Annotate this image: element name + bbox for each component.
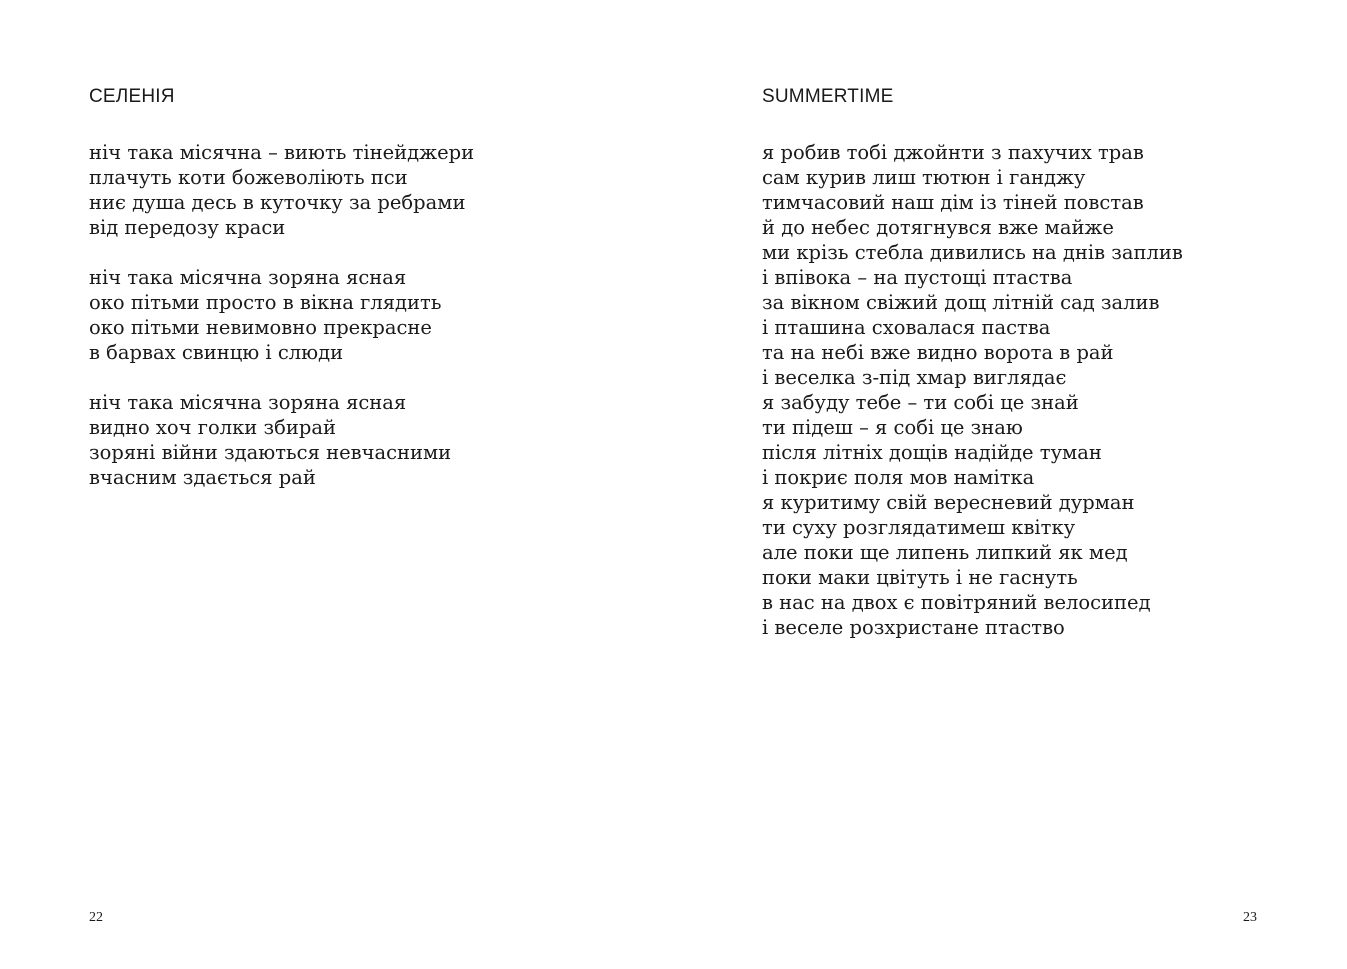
left-page xyxy=(0,0,673,969)
poem-line: я забуду тебе – ти собі це знай xyxy=(762,391,1079,414)
poem-line: але поки ще липень липкий як мед xyxy=(762,541,1128,564)
page-number-right: 23 xyxy=(1243,910,1257,925)
poem-line: око пітьми невимовно прекрасне xyxy=(89,316,432,339)
poem-line: тимчасовий наш дім із тіней повстав xyxy=(762,191,1144,214)
poem-line: й до небес дотягнувся вже майже xyxy=(762,216,1114,239)
poem-line: від передозу краси xyxy=(89,216,286,239)
poem-line: і веселка з-під хмар виглядає xyxy=(762,366,1067,389)
poem-line: ти підеш – я собі це знаю xyxy=(762,416,1023,439)
poem-line: та на небі вже видно ворота в рай xyxy=(762,341,1114,364)
poem-line: ніч така місячна зоряна ясная xyxy=(89,266,407,289)
poem-line: видно хоч голки збирай xyxy=(89,416,336,439)
poem-line: після літніх дощів надійде туман xyxy=(762,441,1102,464)
poem-title-right: SUMMERTIME xyxy=(762,86,894,107)
poem-line: і покриє поля мов намітка xyxy=(762,466,1035,489)
poem-line: я робив тобі джойнти з пахучих трав xyxy=(762,141,1144,164)
poem-line: за вікном свіжий дощ літній сад залив xyxy=(762,291,1160,314)
stanza xyxy=(89,140,474,240)
poem-line: і веселе розхристане птаство xyxy=(762,616,1065,639)
poem-line: поки маки цвітуть і не гаснуть xyxy=(762,566,1078,589)
poem-line: ти суху розглядатимеш квітку xyxy=(762,516,1076,539)
stanza xyxy=(89,390,474,490)
poem-line: в нас на двох є повітряний велосипед xyxy=(762,591,1151,614)
poem-line: плачуть коти божеволіють пси xyxy=(89,166,408,189)
poem-right xyxy=(762,140,1183,640)
poem-line: в барвах свинцю і слюди xyxy=(89,341,344,364)
right-page xyxy=(673,0,1347,969)
stanza xyxy=(762,140,1183,640)
poem-line: ниє душа десь в куточку за ребрами xyxy=(89,191,466,214)
poem-line: ми крізь стебла дивились на днів заплив xyxy=(762,241,1183,264)
poem-line: сам курив лиш тютюн і ганджу xyxy=(762,166,1086,189)
poem-line: і пташина сховалася паства xyxy=(762,316,1051,339)
poem-line: око пітьми просто в вікна глядить xyxy=(89,291,442,314)
poem-line: ніч така місячна – виють тінейджери xyxy=(89,141,475,164)
poem-line: і впівока – на пустощі птаства xyxy=(762,266,1073,289)
page-number-left: 22 xyxy=(89,910,103,925)
poem-line: вчасним здається рай xyxy=(89,466,316,489)
poem-line: я куритиму свій вересневий дурман xyxy=(762,491,1135,514)
poem-title-left: СЕЛЕНІЯ xyxy=(89,86,175,107)
stanza xyxy=(89,265,474,365)
poem-left xyxy=(89,140,474,490)
poem-line: зоряні війни здаються невчасними xyxy=(89,441,452,464)
poem-line: ніч така місячна зоряна ясная xyxy=(89,391,407,414)
